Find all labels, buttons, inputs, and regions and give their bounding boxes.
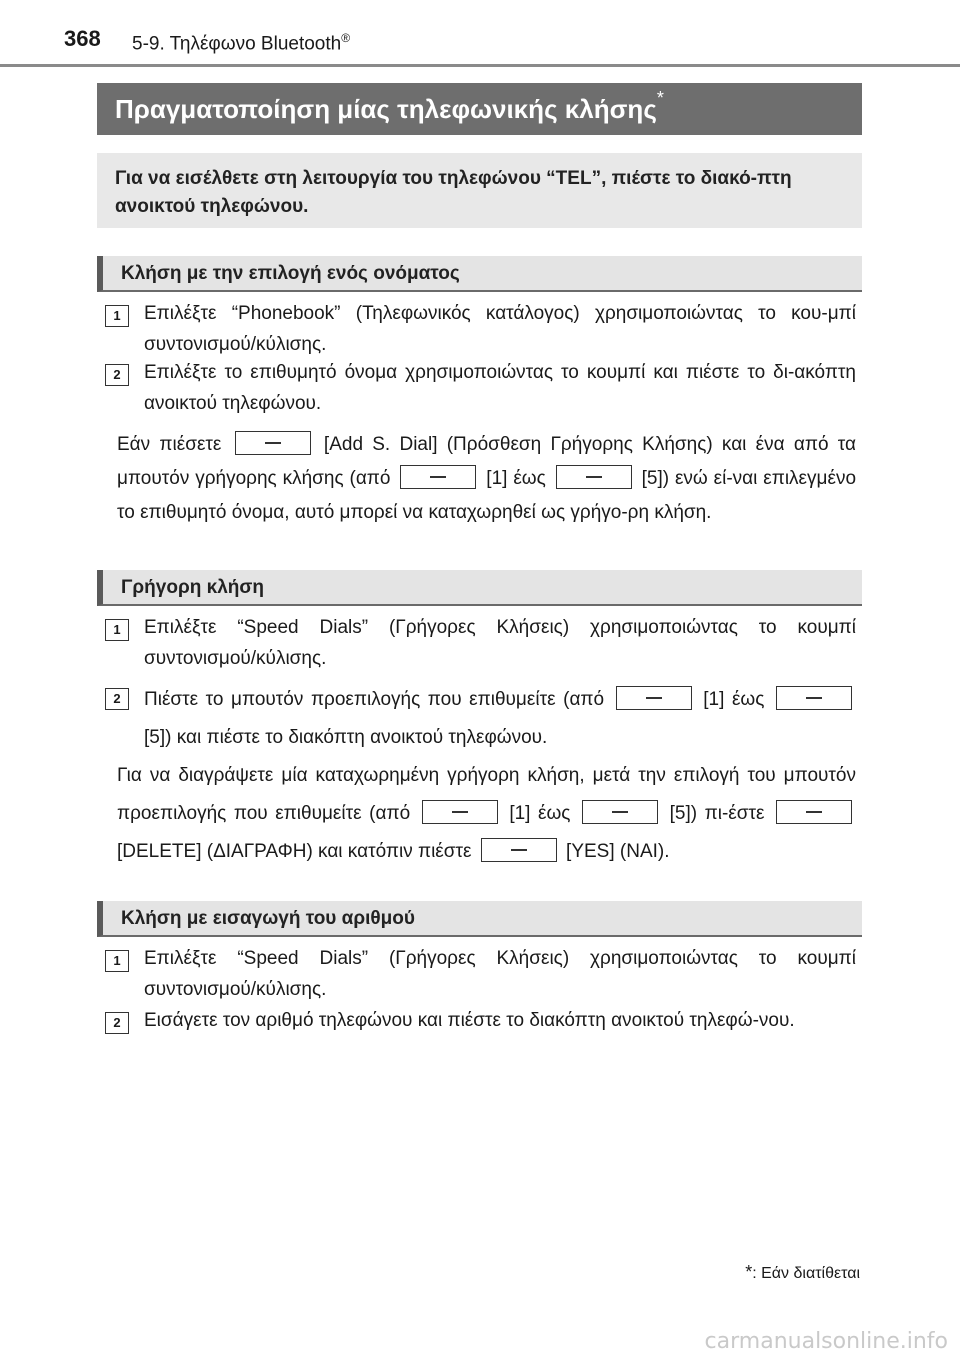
- note-text: [1] έως: [486, 468, 546, 489]
- registered-mark: ®: [341, 31, 351, 45]
- chapter-text: 5-9. Τηλέφωνο Bluetooth: [132, 33, 342, 55]
- page-number: 368: [64, 26, 101, 51]
- step-text: Επιλέξτε “Speed Dials” (Γρήγορες Κλήσεις) χρησιμοποιώντας το κουμπί συντονισμού/κύλισης.: [144, 617, 856, 669]
- note-text: Για να διαγράψετε μία καταχωρημένη γρήγορη κλήση, μετά την επιλογή του μπουτόν προεπιλογής που επιθυμείτε (από: [117, 765, 856, 824]
- page-header: [0, 0, 960, 70]
- footnote-text: : Εάν διατίθεται: [752, 1265, 860, 1282]
- note-delete-speed-dial: [117, 757, 856, 871]
- preset-button-icon: [582, 800, 658, 824]
- step-number: 2: [105, 688, 129, 710]
- footnote: [745, 1262, 860, 1283]
- step-text: Επιλέξτε “Speed Dials” (Γρήγορες Κλήσεις) χρησιμοποιώντας το κουμπί συντονισμού/κύλισης.: [144, 948, 856, 1000]
- subheading-enter-number: Κλήση με εισαγωγή του αριθμού: [97, 901, 862, 937]
- chapter-title: [132, 31, 350, 55]
- step-text-part: [5]) και πιέστε το διακόπτη ανοικτού τηλεφώνου.: [144, 727, 548, 748]
- step-text: Επιλέξτε “Phonebook” (Τηλεφωνικός κατάλογος) χρησιμοποιώντας το κου-μπί συντονισμού/κύλισης.: [144, 303, 856, 355]
- preset-button-icon: [400, 465, 476, 489]
- preset-button-icon: [235, 431, 311, 455]
- section-title: [97, 83, 862, 135]
- step-text: Επιλέξτε το επιθυμητό όνομα χρησιμοποιώντας το κουμπί και πιέστε το δι-ακόπτη ανοικτού τηλεφώνου.: [144, 362, 856, 414]
- note-text: [5]) πι-έστε: [669, 803, 765, 824]
- step-number: 2: [105, 364, 129, 386]
- preset-button-icon: [776, 800, 852, 824]
- note-text: [Add S. Dial] (Πρόσθεση Γρήγορης Κλήσης) και ένα από τα μπουτόν γρήγορης κλήσης (από: [117, 434, 856, 489]
- watermark: carmanualsonline.info: [704, 1329, 948, 1354]
- intro-box: Για να εισέλθετε στη λειτουργία του τηλεφώνου “TEL”, πιέστε το διακό-πτη ανοικτού τηλεφώνου.: [97, 153, 862, 228]
- note-text: [1] έως: [509, 803, 571, 824]
- step-text: [144, 681, 856, 757]
- step-number: 1: [105, 619, 129, 641]
- title-asterisk: *: [656, 88, 664, 108]
- step-number: 2: [105, 1012, 129, 1034]
- note-text: [5]) ενώ εί-ναι επιλεγμένο το επιθυμητό όνομα, αυτό μπορεί να καταχωρηθεί ως γρήγο-ρη κλήση.: [117, 468, 857, 523]
- preset-button-icon: [616, 686, 692, 710]
- header-rule: [0, 64, 960, 67]
- footnote-asterisk: *: [745, 1262, 753, 1282]
- note-text: [DELETE] (ΔΙΑΓΡΑΦΗ) και κατόπιν πιέστε: [117, 841, 472, 862]
- step-text-part: [1] έως: [703, 689, 765, 710]
- note-text: Εάν πιέσετε: [117, 434, 222, 455]
- step-text: Εισάγετε τον αριθμό τηλεφώνου και πιέστε το διακόπτη ανοικτού τηλεφώ-νου.: [144, 1010, 795, 1031]
- step-text-part: Πιέστε το μπουτόν προεπιλογής που επιθυμείτε (από: [144, 689, 605, 710]
- section-title-text: Πραγματοποίηση μίας τηλεφωνικής κλήσης: [115, 94, 657, 124]
- note-text: [YES] (ΝΑΙ).: [566, 841, 670, 862]
- subheading-speed-dial: Γρήγορη κλήση: [97, 570, 862, 606]
- preset-button-icon: [481, 838, 557, 862]
- step-number: 1: [105, 305, 129, 327]
- preset-button-icon: [422, 800, 498, 824]
- note-add-speed-dial: [117, 428, 856, 530]
- subheading-select-name: Κλήση με την επιλογή ενός ονόματος: [97, 256, 862, 292]
- preset-button-icon: [776, 686, 852, 710]
- step-number: 1: [105, 950, 129, 972]
- preset-button-icon: [556, 465, 632, 489]
